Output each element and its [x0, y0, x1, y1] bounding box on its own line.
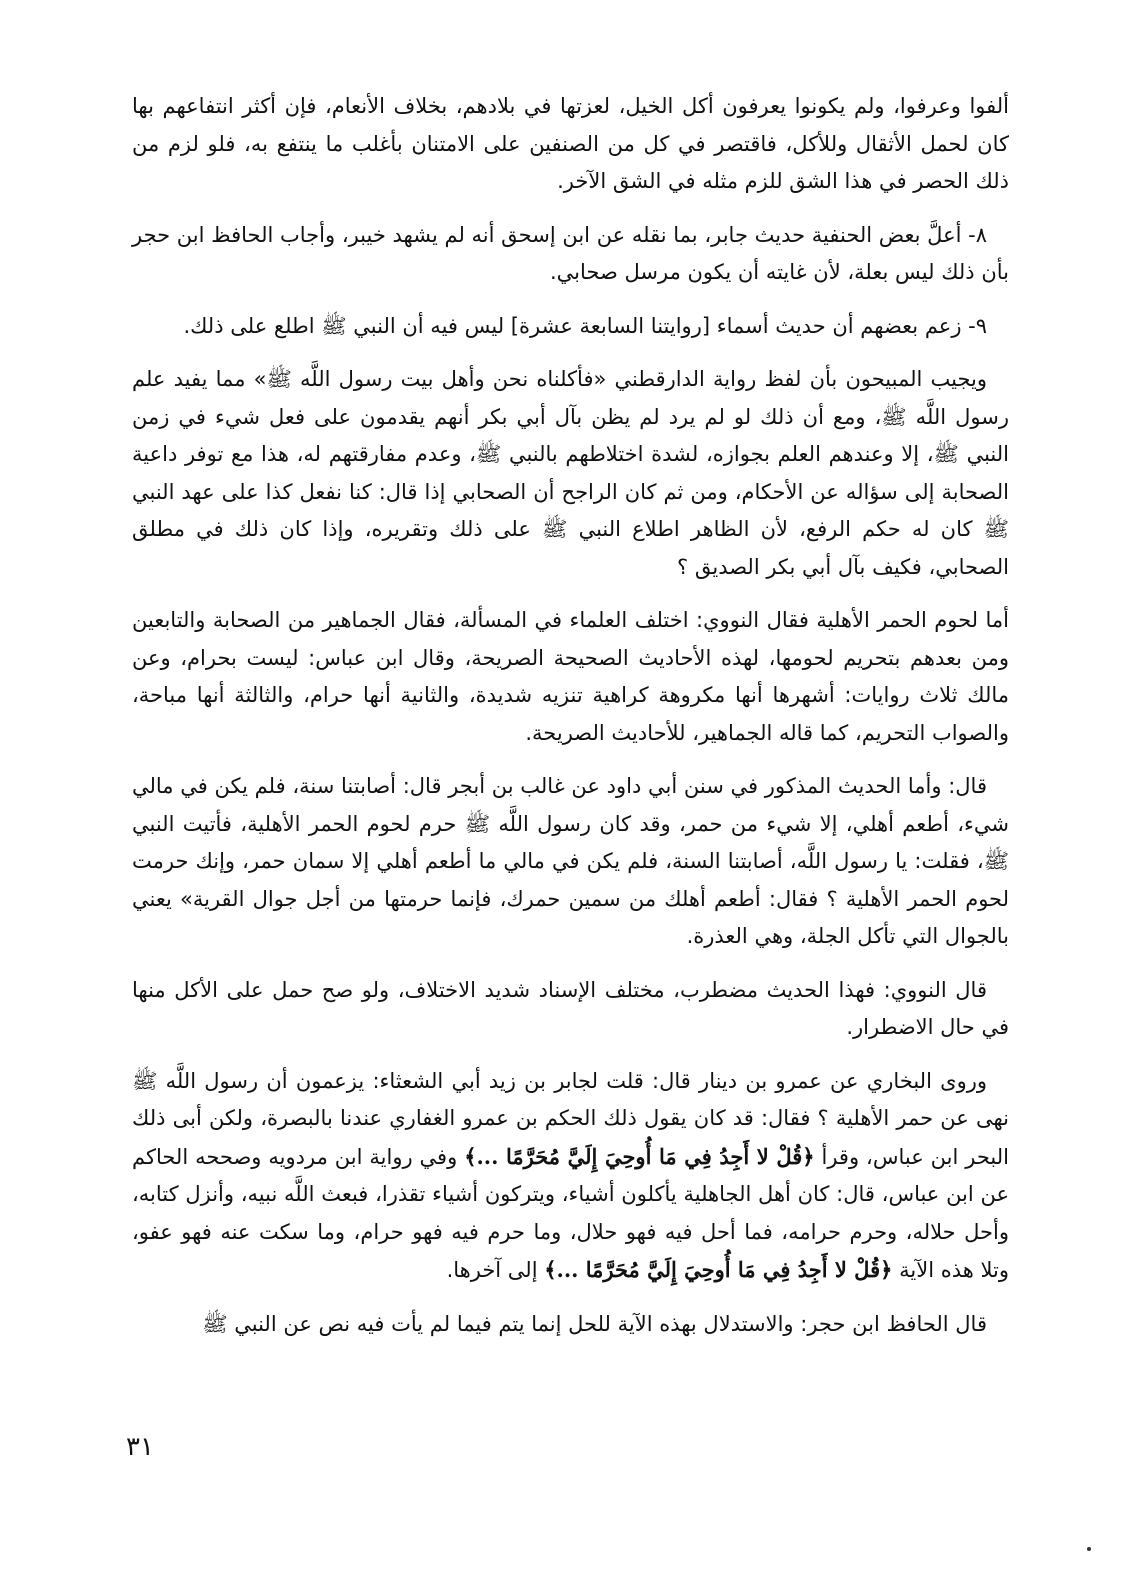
paragraph-reply-darqutni: ويجيب المبيحون بأن لفظ رواية الدارقطني «فأكلناه نحن وأهل بيت رسول اللَّه ﷺ» مما يفيد علم رسول اللَّه ﷺ، ومع أن ذلك لو لم يرد لم يظن بآل أبي بكر أنهم يقدمون على فعل شيء في زمن النبي ﷺ، إلا وعندهم العلم بجوازه، لشدة اختلاطهم بالنبي ﷺ، وعدم مفارقتهم له، هذا مع توفر داعية الصحابة إلى سؤاله عن الأحكام، ومن ثم كان الراجح أن الصحابي إذا قال: كنا نفعل كذا على عهد النبي ﷺ كان له حكم الرفع، لأن الظاهر اطلاع النبي ﷺ على ذلك وتقريره، وإذا كان ذلك في مطلق الصحابي، فكيف بآل أبي بكر الصديق ؟ [132, 367, 1009, 579]
quran-verse-quote: ﴿قُلْ لا أَجِدُ فِي مَا أُوحِيَ إِلَيَّ مُحَرَّمًا ...﴾ [544, 1257, 893, 1282]
paragraph-point-9: ٩- زعم بعضهم أن حديث أسماء [روايتنا السابعة عشرة] ليس فيه أن النبي ﷺ اطلع على ذلك. [183, 313, 987, 338]
paragraph-point-8: ٨- أعلَّ بعض الحنفية حديث جابر، بما نقله عن ابن إسحق أنه لم يشهد خيبر، وأجاب الحافظ ابن حجر بأن ذلك ليس بعلة، لأن غايته أن يكون مرسل صحابي. [132, 222, 1009, 284]
paragraph-abu-dawud-hadith: قال: وأما الحديث المذكور في سنن أبي داود عن غالب بن أبجر قال: أصابتنا سنة، فلم يكن في مالي شيء، أطعم أهلي، إلا شيء من حمر، وقد كان رسول اللَّه ﷺ حرم لحوم الحمر الأهلية، فأتيت النبي ﷺ، فقلت: يا رسول اللَّه، أصابتنا السنة، فلم يكن في مالي ما أطعم أهلي إلا سمان حمر، وإنك حرمت لحوم الحمر الأهلية ؟ فقال: أطعم أهلك من سمين حمرك، فإنما حرمتها من أجل جوال القرية» يعني بالجوال التي تأكل الجلة، وهي العذرة. [132, 774, 1009, 948]
paragraph-nawawi-verdict: قال النووي: فهذا الحديث مضطرب، مختلف الإسناد شديد الاختلاف، ولو صح حمل على الأكل منها في حال الاضطرار. [132, 977, 1009, 1039]
paragraph-bukhari-narration [132, 1063, 1009, 1290]
quran-verse-quote: ﴿قُلْ لا أَجِدُ فِي مَا أُوحِيَ إِلَيَّ مُحَرَّمًا ...﴾ [464, 1143, 815, 1169]
paragraph-horses-continued: ألفوا وعرفوا، ولم يكونوا يعرفون أكل الخيل، لعزتها في بلادهم، بخلاف الأنعام، فإن أكثر انتفاعهم بها كان لحمل الأثقال وللأكل، فاقتصر في كل من الصنفين على الامتنان بأغلب ما ينتفع به، فلو لزم من ذلك الحصر في هذا الشق للزم مثله في الشق الآخر. [132, 94, 1009, 193]
paragraph-domestic-donkeys: أما لحوم الحمر الأهلية فقال النووي: اختلف العلماء في المسألة، فقال الجماهير من الصحابة والتابعين ومن بعدهم بتحريم لحومها، لهذه الأحاديث الصحيحة الصريحة، وقال ابن عباس: ليست بحرام، وعن مالك ثلاث روايات: أشهرها أنها مكروهة كراهية تنزيه شديدة، والثانية أنها حرام، والثالثة أنها مباحة، والصواب التحريم، كما قاله الجماهير، للأحاديث الصريحة. [132, 608, 1009, 745]
bukhari-text-part-1: وروى البخاري عن عمرو بن دينار قال: قلت لجابر بن زيد أبي الشعثاء: يزعمون أن رسول اللَّه ﷺ نهى عن حمر الأهلية ؟ فقال: قد كان يقول ذلك الحكم بن عمرو الغفاري عندنا بالبصرة، ولكن أبى ذلك البحر ابن عباس، وقرأ [132, 1068, 1010, 1169]
paragraph-ibn-hajar: قال الحافظ ابن حجر: والاستدلال بهذه الآية للحل إنما يتم فيما لم يأت فيه نص عن النبي ﷺ [202, 1311, 987, 1336]
bukhari-text-part-2: وفي رواية ابن مردويه وصححه الحاكم عن ابن عباس، قال: كان أهل الجاهلية يأكلون أشياء، ويتركون أشياء تقذرا، فبعث اللَّه نبيه، وأنزل كتابه، وأحل حلاله، وحرم حرامه، فما أحل فيه فهو حلال، وما حرم فيه فهو حرام، وما سكت عنه فهو عفو، وتلا هذه الآية [132, 1144, 1009, 1282]
bukhari-text-part-3: إلى آخرها. [446, 1258, 545, 1282]
document-body [132, 88, 1009, 1359]
scan-speck [1087, 1547, 1091, 1551]
page-number: ٣١ [126, 1432, 154, 1462]
